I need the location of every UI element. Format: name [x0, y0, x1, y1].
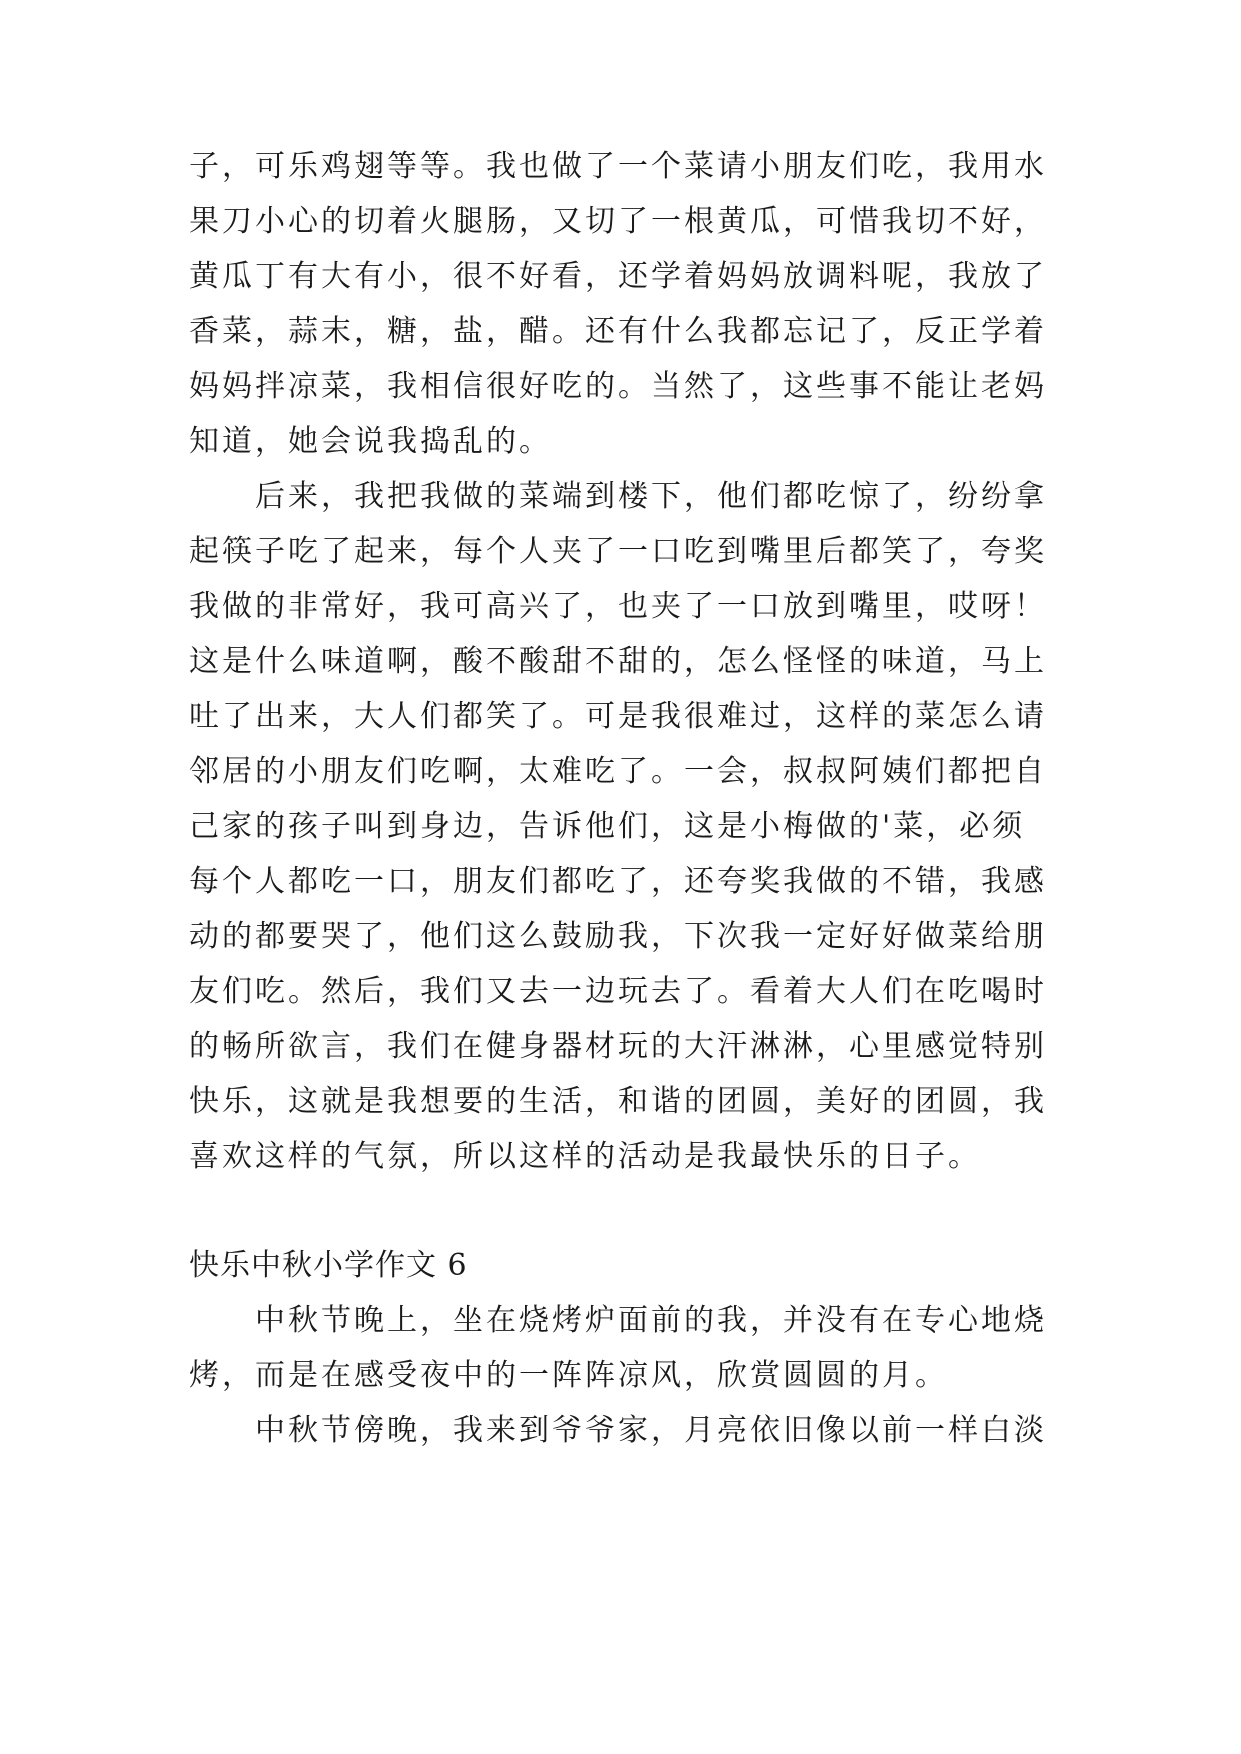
body-line: 己家的孩子叫到身边，告诉他们，这是小梅做的'菜，必须 [189, 809, 1026, 844]
body-line: 妈妈拌凉菜，我相信很好吃的。当然了，这些事不能让老妈 [189, 369, 1047, 404]
body-line: 快乐，这就是我想要的生活，和谐的团圆，美好的团圆，我 [189, 1084, 1047, 1119]
body-line: 邻居的小朋友们吃啊，太难吃了。一会，叔叔阿姨们都把自 [189, 754, 1047, 789]
paragraph-start-line: 中秋节晚上，坐在烧烤炉面前的我，并没有在专心地烧 [189, 1303, 1047, 1338]
body-line: 喜欢这样的气氛，所以这样的活动是我最快乐的日子。 [189, 1139, 981, 1174]
body-line: 知道，她会说我捣乱的。 [189, 424, 552, 459]
body-line: 我做的非常好，我可高兴了，也夹了一口放到嘴里，哎呀！ [189, 589, 1047, 624]
body-line: 吐了出来，大人们都笑了。可是我很难过，这样的菜怎么请 [189, 699, 1047, 734]
body-line: 动的都要哭了，他们这么鼓励我，下次我一定好好做菜给朋 [189, 919, 1047, 954]
body-line: 友们吃。然后，我们又去一边玩去了。看着大人们在吃喝时 [189, 974, 1047, 1009]
section-title: 快乐中秋小学作文 6 [189, 1248, 468, 1283]
body-line: 这是什么味道啊，酸不酸甜不甜的，怎么怪怪的味道，马上 [189, 644, 1047, 679]
body-line: 的畅所欲言，我们在健身器材玩的大汗淋淋，心里感觉特别 [189, 1029, 1047, 1064]
body-line: 黄瓜丁有大有小，很不好看，还学着妈妈放调料呢，我放了 [189, 259, 1047, 294]
body-line: 子，可乐鸡翅等等。我也做了一个菜请小朋友们吃，我用水 [189, 149, 1047, 184]
body-line: 果刀小心的切着火腿肠，又切了一根黄瓜，可惜我切不好， [189, 204, 1047, 239]
paragraph-start-line: 中秋节傍晚，我来到爷爷家，月亮依旧像以前一样白淡 [189, 1413, 1047, 1448]
body-line: 起筷子吃了起来，每个人夹了一口吃到嘴里后都笑了，夸奖 [189, 534, 1047, 569]
paragraph-start-line: 后来，我把我做的菜端到楼下，他们都吃惊了，纷纷拿 [189, 479, 1047, 514]
body-line: 香菜，蒜末，糖，盐，醋。还有什么我都忘记了，反正学着 [189, 314, 1047, 349]
body-line: 每个人都吃一口，朋友们都吃了，还夸奖我做的不错，我感 [189, 864, 1047, 899]
body-line: 烤，而是在感受夜中的一阵阵凉风，欣赏圆圆的月。 [189, 1358, 948, 1393]
